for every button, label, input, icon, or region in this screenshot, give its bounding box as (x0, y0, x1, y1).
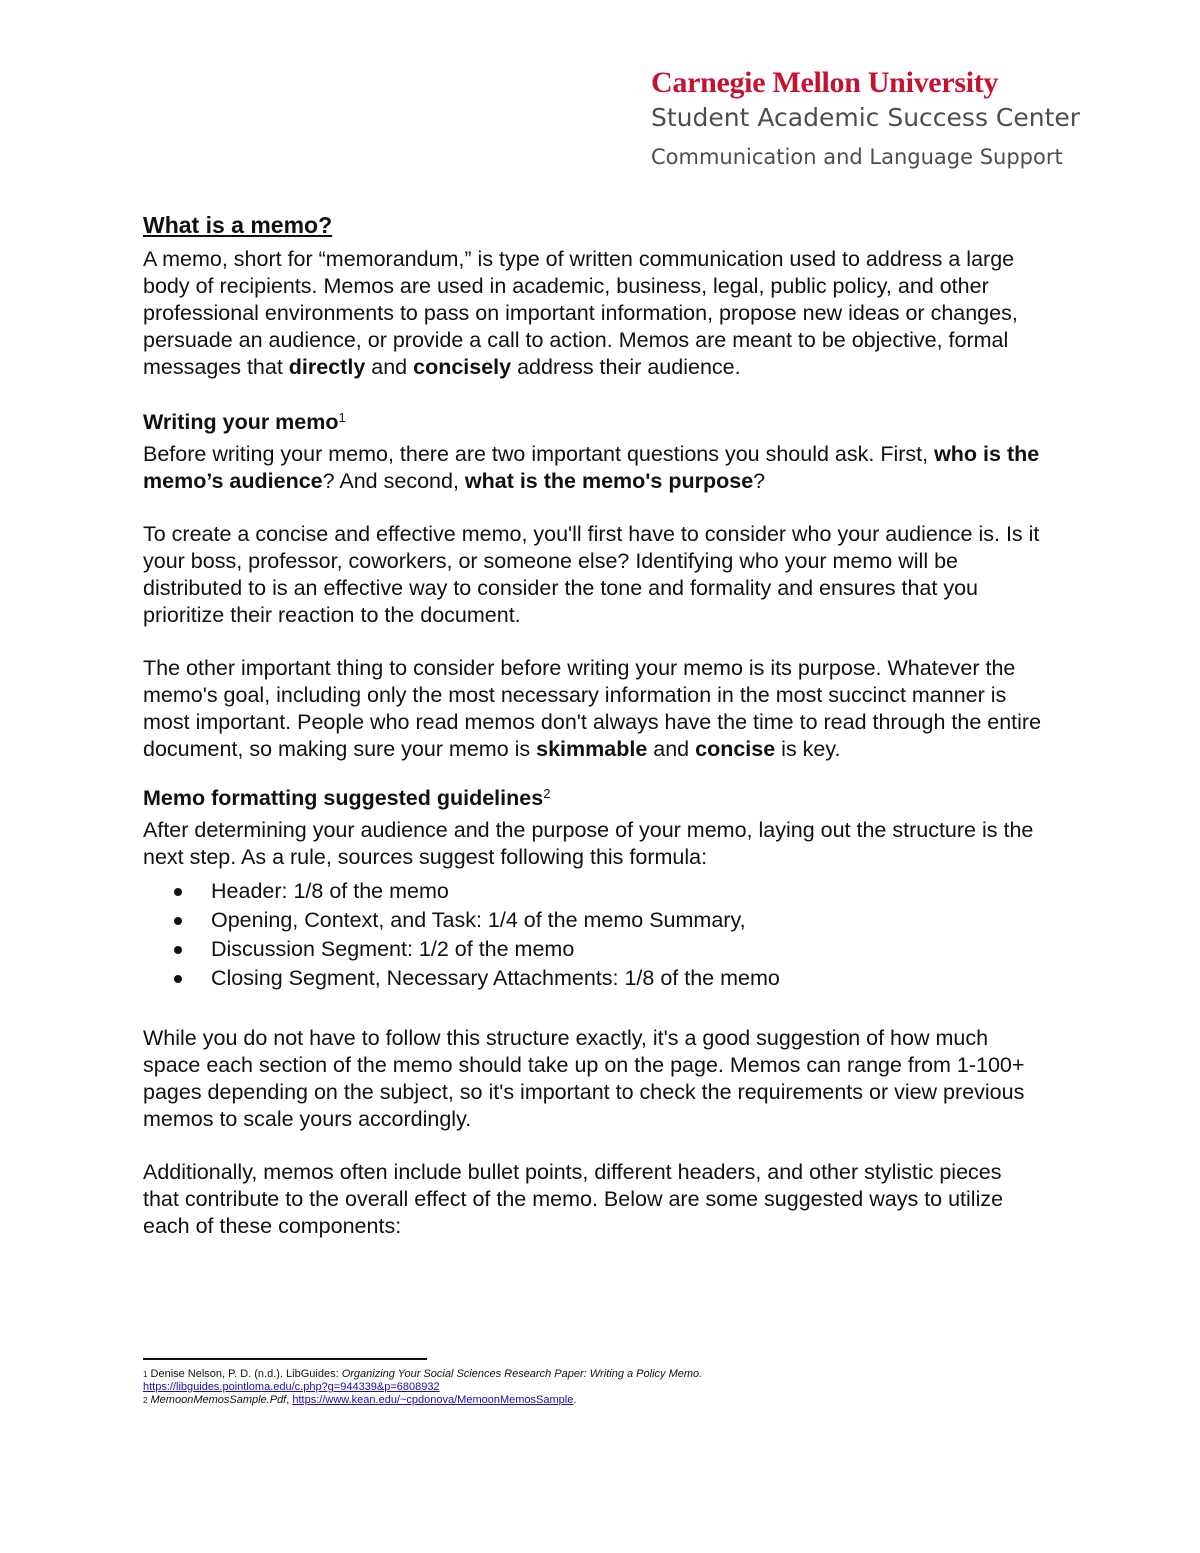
purpose-text-1: The other important thing to consider before writing your memo is its purpose. Whatever the memo's goal, including only the most necessary information in the most succinct manner is most important. People who read memos don't always have the time to read through the entire document, so making sure your memo is (143, 656, 1042, 761)
purpose-text-2: and (647, 737, 696, 761)
intro-bold-2: concisely (413, 355, 512, 379)
section-heading-writing (143, 407, 1043, 437)
footnote-link[interactable]: https://www.kean.edu/~cpdonova/MemoonMemosSample (292, 1394, 574, 1406)
center-name: Student Academic Success Center (651, 103, 1081, 132)
purpose-paragraph (143, 655, 1043, 763)
footnote-end: . (573, 1394, 577, 1406)
q-text-3: ? (753, 469, 766, 493)
q-bold-2: what is the memo's purpose (464, 469, 754, 493)
questions-paragraph (143, 441, 1043, 495)
bullet-icon (174, 917, 182, 925)
q-text-1: Before writing your memo, there are two important questions you should ask. First, (143, 442, 935, 466)
page-header (651, 66, 1171, 172)
list-item-text: Opening, Context, and Task: 1/4 of the memo Summary, (211, 908, 746, 932)
university-logo-text: Carnegie Mellon University (651, 66, 999, 99)
list-item-text: Closing Segment, Necessary Attachments: 1/8 of the memo (211, 966, 780, 990)
list-item-text: Discussion Segment: 1/2 of the memo (211, 937, 575, 961)
formatting-heading-text: Memo formatting suggested guidelines (143, 786, 544, 810)
purpose-text-3: is key. (775, 737, 841, 761)
bullet-icon (174, 946, 182, 954)
footnote-text: Denise Nelson, P. D. (n.d.). LibGuides: (147, 1368, 342, 1380)
q-text-2: ? And second, (322, 469, 465, 493)
list-item (211, 964, 1043, 993)
intro-text-1: A memo, short for “memorandum,” is type of written communication used to address a large body of recipients. Memos are used in academic, business, legal, public policy, and other professional environments to pass on important information, propose new ideas or changes, persuade an audience, or provide a call to action. Memos are meant to be objective, formal messages that (143, 247, 1018, 379)
footnotes (143, 1358, 843, 1407)
additional-paragraph: Additionally, memos often include bullet points, different headers, and other stylistic pieces that contribute to the overall effect of the memo. Below are some suggested ways to utilize each of these components: (143, 1160, 1004, 1238)
department-name: Communication and Language Support (651, 145, 1063, 169)
footnote-number: 2 (143, 1396, 148, 1405)
formula-list (143, 877, 1043, 993)
q-bold-1: who is the memo’s audience (143, 442, 1040, 493)
footnote-text: , (286, 1394, 293, 1406)
list-item (211, 877, 1043, 906)
footnote-title: Organizing Your Social Sciences Research Paper: Writing a Policy Memo. (341, 1368, 703, 1380)
list-item (211, 906, 1043, 935)
footnote-2 (143, 1394, 843, 1407)
footnote-number: 1 (143, 1370, 148, 1379)
bullet-icon (174, 975, 182, 983)
document-body (143, 208, 1043, 1240)
footnote-ref-2[interactable]: 2 (543, 786, 551, 801)
structure-note-paragraph: While you do not have to follow this structure exactly, it's a good suggestion of how much space each section of the memo should take up on the page. Memos can range from 1-100+ pages depending on the subject, so it's important to check the requirements or view previous memos to scale yours accordingly. (143, 1026, 1025, 1131)
bullet-icon (174, 888, 182, 896)
footnote-1 (143, 1368, 843, 1394)
intro-text-3: address their audience. (511, 355, 741, 379)
intro-bold-1: directly (288, 355, 366, 379)
footnote-title: MemoonMemosSample.Pdf (150, 1394, 287, 1406)
formatting-intro: After determining your audience and the purpose of your memo, laying out the structure is the next step. As a rule, sources suggest following this formula: (143, 818, 1034, 869)
section-heading-formatting (143, 783, 1043, 813)
intro-paragraph (143, 246, 1043, 381)
list-item (211, 935, 1043, 964)
footnote-link[interactable]: https://libguides.pointloma.edu/c.php?g=944339&p=6808932 (143, 1381, 440, 1393)
footnote-divider (143, 1358, 427, 1360)
intro-text-2: and (365, 355, 414, 379)
writing-heading-text: Writing your memo (143, 410, 339, 434)
list-item-text: Header: 1/8 of the memo (211, 879, 449, 903)
audience-paragraph: To create a concise and effective memo, you'll first have to consider who your audience is. Is it your boss, professor, coworkers, or someone else? Identifying who your memo will be distributed to is an effective way to consider the tone and formality and ensures that you prioritize their reaction to the document. (143, 522, 1040, 627)
page-title: What is a memo? (143, 212, 333, 238)
purpose-bold-1: skimmable (536, 737, 648, 761)
footnote-ref-1[interactable]: 1 (338, 410, 346, 425)
purpose-bold-2: concise (695, 737, 776, 761)
